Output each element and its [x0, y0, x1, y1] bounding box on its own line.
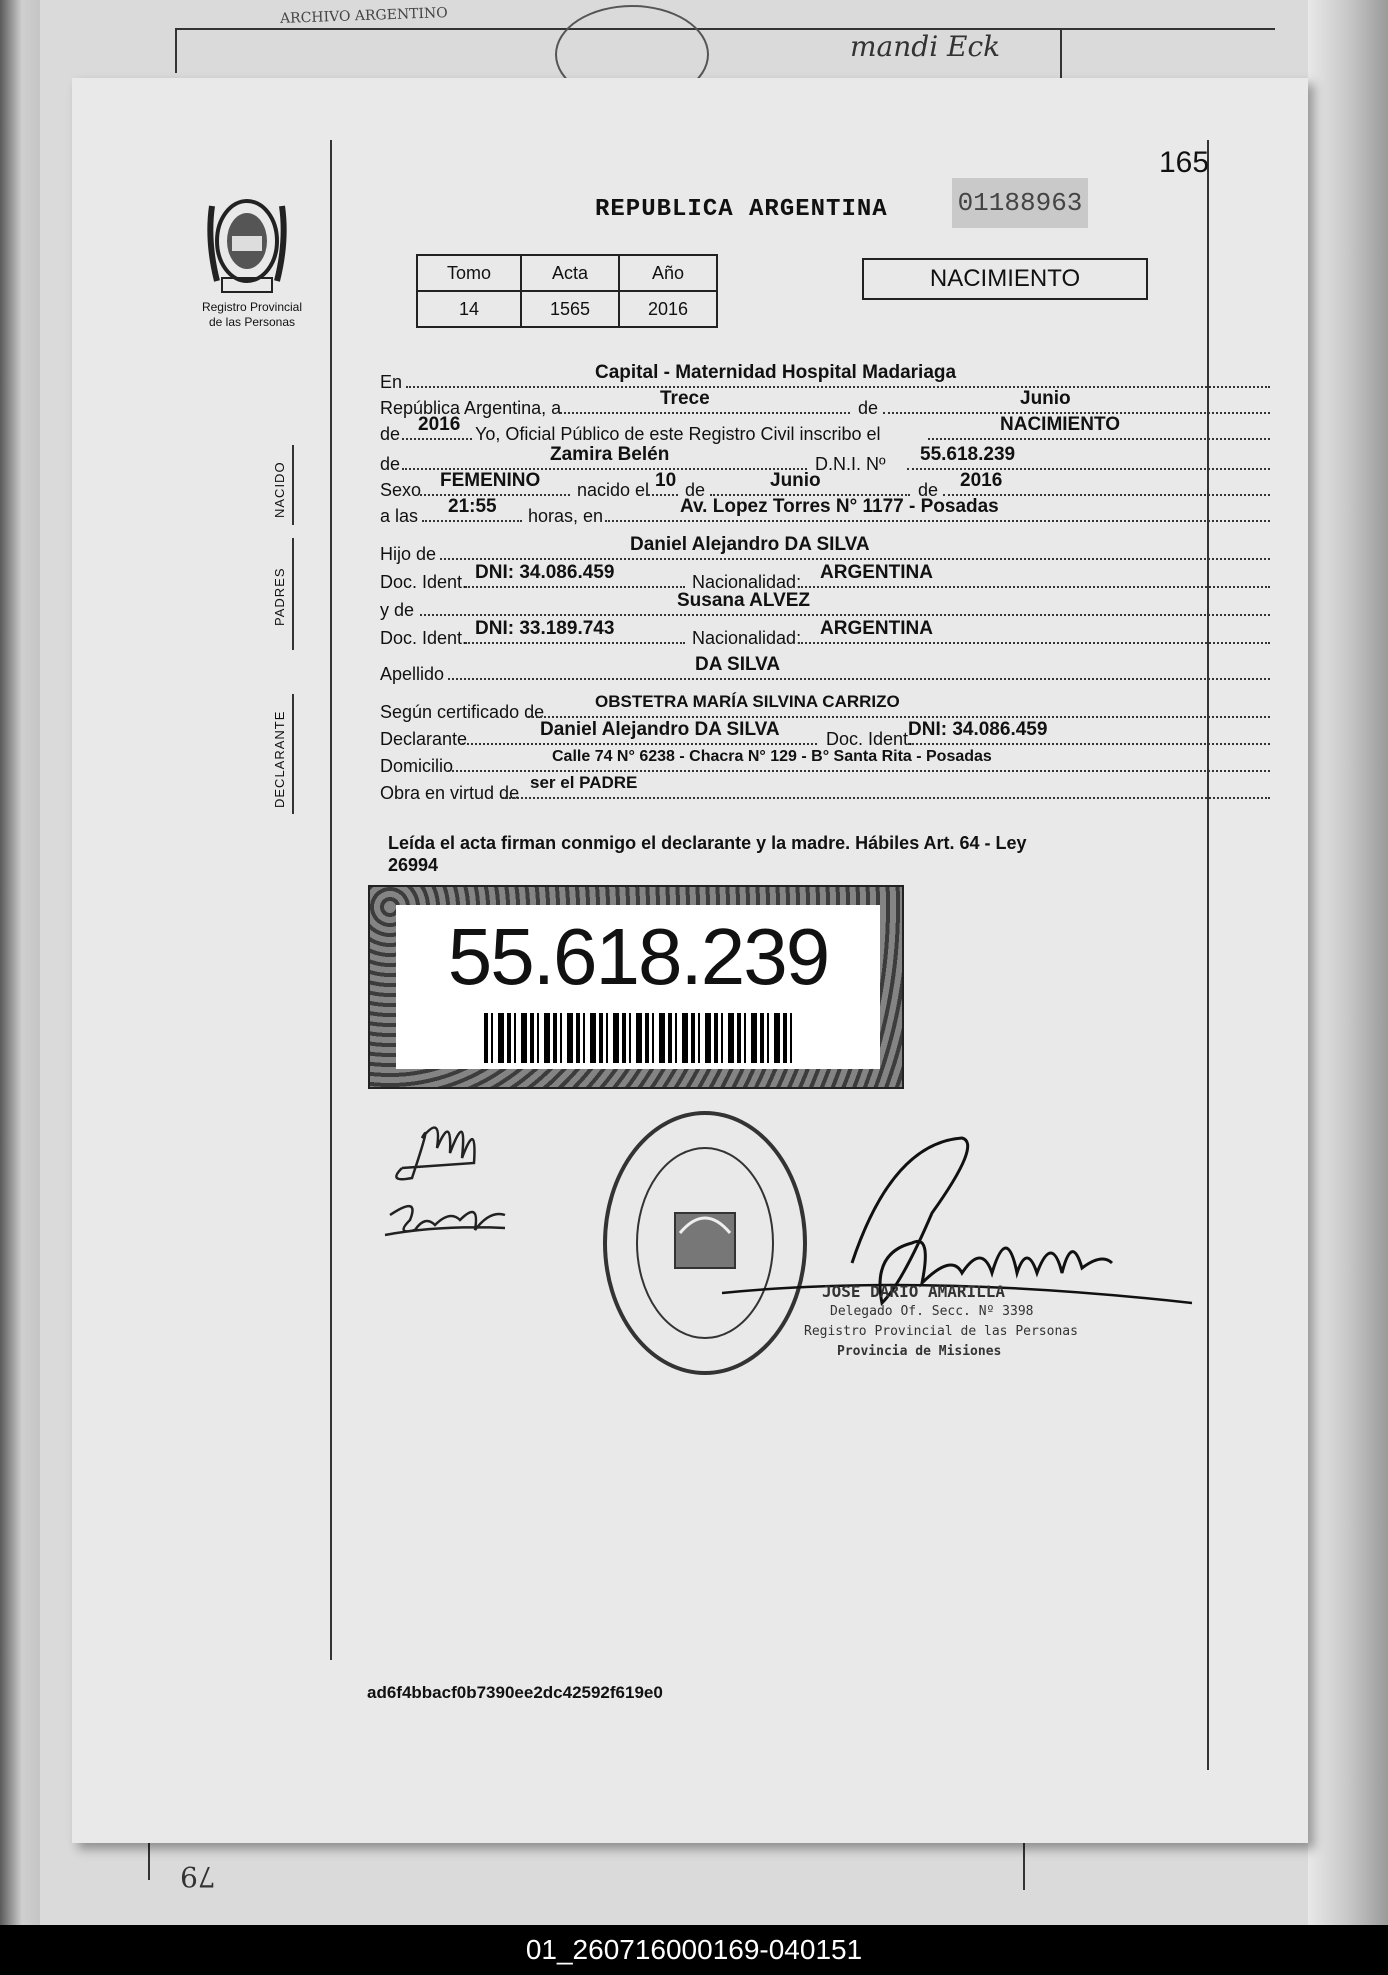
background-signature: mandi Eck — [850, 30, 1001, 63]
scan-filename-footer: 01_260716000169-040151 — [0, 1925, 1388, 1975]
table-header: Año — [619, 255, 717, 291]
section-bracket — [292, 694, 294, 814]
table-cell: 1565 — [521, 291, 619, 327]
table-header: Acta — [521, 255, 619, 291]
serial-number: 01188963 — [952, 178, 1088, 228]
table-header: Tomo — [417, 255, 521, 291]
table-cell: 2016 — [619, 291, 717, 327]
background-scribble: ARCHIVO ARGENTINO — [279, 5, 449, 27]
field-birth-place: Av. Lopez Torres N° 1177 - Posadas — [680, 496, 999, 517]
field-year: 2016 — [418, 414, 461, 435]
field-child-name: Zamira Belén — [550, 444, 670, 465]
field-row-republica: República Argentina, a Trece de Junio — [380, 394, 1270, 420]
section-label-padres: PADRES — [272, 567, 287, 626]
field-birth-time: 21:55 — [448, 496, 497, 517]
field-birth-month: Junio — [770, 470, 821, 491]
background-rule — [1060, 28, 1062, 78]
field-row-ydе: y de Susana ALVEZ — [380, 596, 1270, 622]
field-row-hijo: Hijo de Daniel Alejandro DA SILVA — [380, 540, 1270, 566]
background-right-edge — [1308, 0, 1388, 1925]
field-birth-day: 10 — [655, 470, 677, 491]
field-row-domicilio: Domicilio Calle 74 N° 6238 - Chacra N° 129 - B° Santa Rita - Posadas — [380, 752, 1270, 778]
section-label-nacido: NACIDO — [272, 461, 287, 518]
field-row-apellido: Apellido DA SILVA — [380, 660, 1270, 686]
field-row-nombre: de Zamira Belén D.N.I. Nº 55.618.239 — [380, 450, 1270, 476]
background-page-number: 79 — [180, 1860, 216, 1893]
page-left-rule — [330, 140, 332, 1660]
field-row-declarante: Declarante Daniel Alejandro DA SILVA Doc. Ident. DNI: 34.086.459 — [380, 725, 1270, 751]
section-bracket — [292, 538, 294, 650]
dni-barcode-label — [368, 885, 904, 1089]
field-row-hora: a las 21:55 horas, en Av. Lopez Torres N° 1177 - Posadas — [380, 502, 1270, 528]
official-role: Delegado Of. Secc. Nº 3398 — [830, 1304, 1034, 1319]
background-rule — [175, 28, 1275, 30]
field-obra: ser el PADRE — [530, 773, 638, 792]
field-father-nationality: ARGENTINA — [820, 562, 933, 583]
field-row-father-doc: Doc. Ident. DNI: 34.086.459 Nacionalidad: ARGENTINA — [380, 568, 1270, 594]
record-table — [416, 254, 718, 328]
field-row-en: En Capital - Maternidad Hospital Madariaga — [380, 368, 1270, 394]
field-sexo: FEMENINO — [440, 470, 541, 491]
field-row-sexo: Sexo FEMENINO nacido el 10 de Junio de 2016 — [380, 476, 1270, 502]
official-name: JOSE DARIO AMARILLA — [822, 1282, 1006, 1301]
field-mother-name: Susana ALVEZ — [677, 590, 811, 611]
field-child-dni: 55.618.239 — [920, 444, 1016, 465]
official-province: Provincia de Misiones — [837, 1344, 1002, 1359]
document-title: REPUBLICA ARGENTINA — [595, 196, 888, 223]
mother-signature-icon — [380, 1190, 510, 1250]
section-label-declarante: DECLARANTE — [272, 710, 287, 808]
barcode-icon — [484, 1013, 796, 1063]
father-signature-icon — [382, 1108, 502, 1188]
field-row-certificado: Según certificado de OBSTETRA MARÍA SILVINA CARRIZO — [380, 698, 1270, 724]
field-month: Junio — [1020, 388, 1071, 409]
field-row-mother-doc: Doc. Ident. DNI: 33.189.743 Nacionalidad: ARGENTINA — [380, 624, 1270, 650]
field-mother-doc: DNI: 33.189.743 — [475, 618, 615, 639]
page-number: 165 — [1159, 146, 1210, 179]
field-father-name: Daniel Alejandro DA SILVA — [630, 534, 870, 555]
official-stamp-text — [804, 1282, 1078, 1362]
birth-certificate-page — [72, 78, 1308, 1843]
field-certificado: OBSTETRA MARÍA SILVINA CARRIZO — [595, 692, 900, 711]
field-en-value: Capital - Maternidad Hospital Madariaga — [595, 362, 957, 383]
barcode-number: 55.618.239 — [447, 912, 829, 1001]
section-bracket — [292, 445, 294, 525]
field-birth-year: 2016 — [960, 470, 1003, 491]
field-declarante-doc: DNI: 34.086.459 — [908, 719, 1048, 740]
field-father-doc: DNI: 34.086.459 — [475, 562, 615, 583]
field-row-year: de 2016 Yo, Oficial Público de este Registro Civil inscribo el NACIMIENTO — [380, 420, 1270, 446]
document-type-box: NACIMIENTO — [862, 258, 1148, 300]
closing-statement: Leída el acta firman conmigo el declarante y la madre. Hábiles Art. 64 - Ley 26994 — [388, 833, 1027, 875]
emblem-label: Registro Provincial de las Personas — [201, 300, 303, 329]
field-declarante-name: Daniel Alejandro DA SILVA — [540, 719, 780, 740]
field-domicilio: Calle 74 N° 6238 - Chacra N° 129 - B° Santa Rita - Posadas — [552, 748, 992, 765]
field-day-word: Trece — [660, 388, 710, 409]
field-mother-nationality: ARGENTINA — [820, 618, 933, 639]
field-inscribo: NACIMIENTO — [1000, 414, 1120, 435]
field-apellido: DA SILVA — [695, 654, 781, 675]
official-registry: Registro Provincial de las Personas — [804, 1324, 1078, 1339]
province-emblem-icon — [202, 186, 292, 296]
document-hash: ad6f4bbacf0b7390ee2dc42592f619e0 — [367, 1683, 663, 1702]
table-cell: 14 — [417, 291, 521, 327]
field-row-obra: Obra en virtud de ser el PADRE — [380, 779, 1270, 805]
background-rule — [175, 28, 177, 73]
